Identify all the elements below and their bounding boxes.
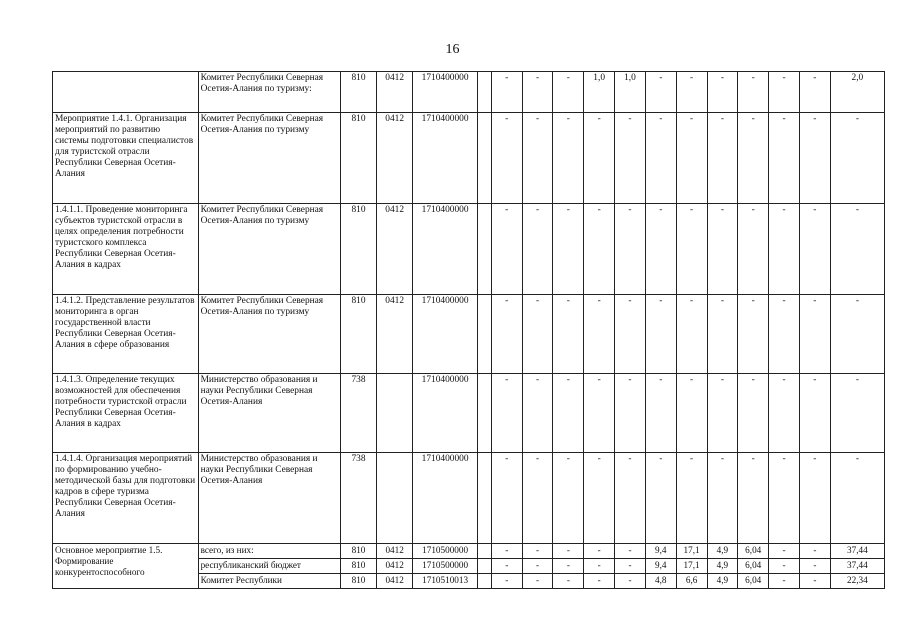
value-cell: -	[830, 374, 884, 453]
value-cell: -	[553, 544, 584, 559]
value-cell	[478, 374, 492, 453]
value-cell: -	[707, 295, 738, 374]
value-cell: -	[522, 72, 553, 113]
value-cell	[478, 295, 492, 374]
csr-cell: 1710500000	[413, 544, 478, 559]
grbs-cell: 810	[340, 113, 376, 204]
value-cell: -	[799, 113, 830, 204]
value-cell: 17,1	[676, 559, 707, 574]
value-cell: -	[799, 574, 830, 589]
value-cell: -	[645, 72, 676, 113]
value-cell: -	[769, 113, 800, 204]
value-cell: -	[491, 113, 522, 204]
grbs-cell: 810	[340, 204, 376, 295]
csr-cell: 1710510013	[413, 574, 478, 589]
event-name-cell: 1.4.1.1. Проведение мониторинга субъектов туристской отрасли в целях определения потребности туристского комплекса Республики Северная Осетия-Алания в кадрах	[53, 204, 199, 295]
value-cell: -	[615, 574, 646, 589]
value-cell: 6,04	[738, 544, 769, 559]
value-cell: -	[491, 574, 522, 589]
value-cell: -	[553, 295, 584, 374]
rzpr-cell	[377, 374, 413, 453]
value-cell: 17,1	[676, 544, 707, 559]
value-cell: 9,4	[645, 559, 676, 574]
value-cell: -	[522, 574, 553, 589]
value-cell: -	[676, 453, 707, 544]
value-cell: -	[615, 374, 646, 453]
value-cell: -	[645, 295, 676, 374]
executor-cell: всего, из них:	[198, 544, 340, 559]
value-cell: -	[615, 113, 646, 204]
value-cell: -	[491, 204, 522, 295]
value-cell: -	[707, 453, 738, 544]
value-cell: -	[707, 374, 738, 453]
table-row	[53, 204, 885, 295]
value-cell: -	[553, 453, 584, 544]
grbs-cell: 738	[340, 453, 376, 544]
value-cell: -	[830, 453, 884, 544]
table-row	[53, 544, 885, 559]
grbs-cell: 810	[340, 544, 376, 559]
event-name-cell: 1.4.1.3. Определение текущих возможностей для обеспечения потребности туристской отрасли Республики Северная Осетия-Алания в кадрах	[53, 374, 199, 453]
value-cell: -	[584, 544, 615, 559]
value-cell: -	[584, 559, 615, 574]
value-cell: -	[491, 544, 522, 559]
value-cell: -	[799, 72, 830, 113]
value-cell: 1,0	[615, 72, 646, 113]
value-cell: 4,9	[707, 544, 738, 559]
event-name-cell: 1.4.1.2. Представление результатов мониторинга в орган государственной власти Республики Северная Осетия-Алания в сфере образования	[53, 295, 199, 374]
table-row	[53, 113, 885, 204]
csr-cell: 1710400000	[413, 72, 478, 113]
value-cell: -	[522, 544, 553, 559]
value-cell: 4,9	[707, 574, 738, 589]
value-cell: 22,34	[830, 574, 884, 589]
value-cell: 37,44	[830, 559, 884, 574]
rzpr-cell: 0412	[377, 544, 413, 559]
executor-cell: Комитет Республики Северная Осетия-Алания по туризму	[198, 295, 340, 374]
value-cell: -	[830, 113, 884, 204]
value-cell: -	[707, 72, 738, 113]
value-cell: 37,44	[830, 544, 884, 559]
value-cell: -	[522, 113, 553, 204]
value-cell: 1,0	[584, 72, 615, 113]
value-cell: -	[799, 544, 830, 559]
event-name-cell: Основное мероприятие 1.5. Формирование конкурентоспособного	[53, 544, 199, 589]
value-cell: -	[769, 72, 800, 113]
value-cell: -	[676, 374, 707, 453]
value-cell: -	[676, 295, 707, 374]
value-cell: -	[522, 559, 553, 574]
value-cell: -	[769, 559, 800, 574]
value-cell: 9,4	[645, 544, 676, 559]
value-cell: -	[738, 72, 769, 113]
value-cell: -	[584, 204, 615, 295]
value-cell	[478, 113, 492, 204]
value-cell: 6,6	[676, 574, 707, 589]
csr-cell: 1710400000	[413, 113, 478, 204]
value-cell: -	[676, 113, 707, 204]
csr-cell: 1710400000	[413, 453, 478, 544]
value-cell: 6,04	[738, 574, 769, 589]
executor-cell: Комитет Республики Северная Осетия-Алания по туризму	[198, 113, 340, 204]
value-cell: -	[584, 295, 615, 374]
value-cell: -	[769, 453, 800, 544]
value-cell: -	[491, 72, 522, 113]
value-cell: -	[769, 204, 800, 295]
grbs-cell: 810	[340, 559, 376, 574]
value-cell: -	[584, 374, 615, 453]
value-cell: -	[738, 453, 769, 544]
value-cell: -	[799, 374, 830, 453]
value-cell: -	[553, 204, 584, 295]
value-cell: -	[645, 374, 676, 453]
value-cell: -	[645, 113, 676, 204]
value-cell: -	[738, 204, 769, 295]
value-cell: -	[707, 113, 738, 204]
value-cell: -	[769, 374, 800, 453]
executor-cell: республиканский бюджет	[198, 559, 340, 574]
value-cell: -	[645, 453, 676, 544]
rzpr-cell: 0412	[377, 295, 413, 374]
executor-cell: Комитет Республики Северная Осетия-Алания по туризму	[198, 204, 340, 295]
value-cell	[478, 204, 492, 295]
value-cell	[478, 453, 492, 544]
rzpr-cell: 0412	[377, 113, 413, 204]
value-cell: -	[676, 72, 707, 113]
grbs-cell: 810	[340, 295, 376, 374]
budget-table	[52, 71, 885, 589]
event-name-cell: Мероприятие 1.4.1. Организация мероприятий по развитию системы подготовки специалистов для туристской отрасли Республики Северная Осетия-Алания	[53, 113, 199, 204]
value-cell: -	[522, 295, 553, 374]
value-cell: 6,04	[738, 559, 769, 574]
executor-cell: Министерство образования и науки Республики Северная Осетия-Алания	[198, 374, 340, 453]
rzpr-cell: 0412	[377, 559, 413, 574]
page-number: 16	[445, 42, 460, 57]
value-cell: -	[799, 559, 830, 574]
value-cell: -	[645, 204, 676, 295]
value-cell	[478, 574, 492, 589]
value-cell: -	[738, 295, 769, 374]
event-name-cell: 1.4.1.4. Организация мероприятий по формированию учебно-методической базы для подготовки кадров в сфере туризма Республики Северная Осетия-Алания	[53, 453, 199, 544]
value-cell: -	[738, 374, 769, 453]
value-cell: -	[738, 113, 769, 204]
rzpr-cell: 0412	[377, 574, 413, 589]
value-cell	[478, 72, 492, 113]
value-cell: -	[615, 295, 646, 374]
grbs-cell: 738	[340, 374, 376, 453]
event-name-cell	[53, 72, 199, 113]
value-cell	[478, 559, 492, 574]
value-cell: -	[522, 204, 553, 295]
value-cell: -	[799, 204, 830, 295]
value-cell: -	[615, 453, 646, 544]
value-cell: -	[553, 72, 584, 113]
value-cell: -	[584, 574, 615, 589]
value-cell: -	[584, 453, 615, 544]
value-cell: -	[553, 559, 584, 574]
csr-cell: 1710400000	[413, 204, 478, 295]
value-cell: -	[615, 204, 646, 295]
value-cell: -	[799, 295, 830, 374]
value-cell: -	[553, 374, 584, 453]
rzpr-cell	[377, 453, 413, 544]
executor-cell: Комитет Республики Северная Осетия-Алания по туризму:	[198, 72, 340, 113]
value-cell: -	[553, 574, 584, 589]
value-cell: -	[769, 544, 800, 559]
value-cell: -	[491, 559, 522, 574]
value-cell	[478, 544, 492, 559]
table-row	[53, 295, 885, 374]
table-row	[53, 72, 885, 113]
value-cell: 4,8	[645, 574, 676, 589]
value-cell: -	[522, 374, 553, 453]
rzpr-cell: 0412	[377, 204, 413, 295]
grbs-cell: 810	[340, 574, 376, 589]
value-cell: -	[769, 574, 800, 589]
table-row	[53, 374, 885, 453]
value-cell: -	[491, 453, 522, 544]
value-cell: -	[522, 453, 553, 544]
csr-cell: 1710500000	[413, 559, 478, 574]
value-cell: -	[584, 113, 615, 204]
value-cell: -	[830, 295, 884, 374]
value-cell: -	[676, 204, 707, 295]
value-cell: 2,0	[830, 72, 884, 113]
executor-cell: Министерство образования и науки Республики Северная Осетия-Алания	[198, 453, 340, 544]
csr-cell: 1710400000	[413, 374, 478, 453]
value-cell: -	[491, 295, 522, 374]
csr-cell: 1710400000	[413, 295, 478, 374]
value-cell: -	[553, 113, 584, 204]
value-cell: -	[799, 453, 830, 544]
table-row	[53, 453, 885, 544]
grbs-cell: 810	[340, 72, 376, 113]
value-cell: -	[707, 204, 738, 295]
value-cell: -	[491, 374, 522, 453]
value-cell: -	[615, 559, 646, 574]
value-cell: -	[615, 544, 646, 559]
value-cell: -	[830, 204, 884, 295]
value-cell: -	[769, 295, 800, 374]
value-cell: 4,9	[707, 559, 738, 574]
executor-cell: Комитет Республики	[198, 574, 340, 589]
rzpr-cell: 0412	[377, 72, 413, 113]
